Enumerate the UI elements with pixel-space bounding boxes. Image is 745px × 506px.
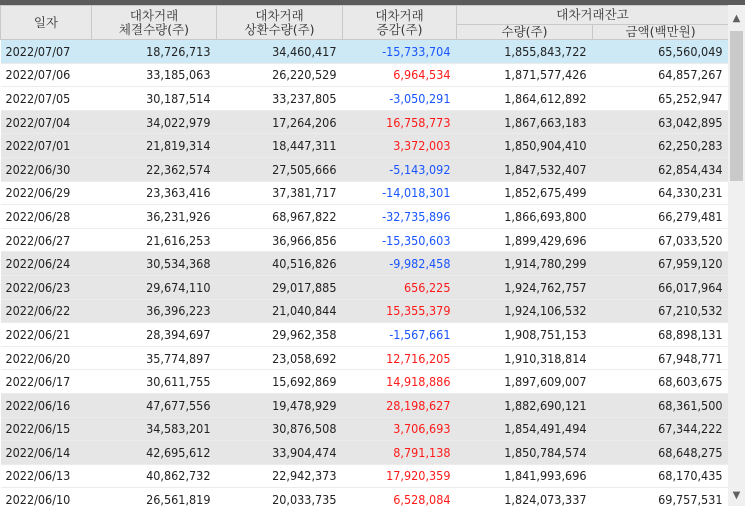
cell-change: -3,050,291 [343, 87, 457, 111]
cell-balance-amount: 67,033,520 [593, 228, 729, 252]
cell-balance-amount: 66,017,964 [593, 275, 729, 299]
cell-balance-qty: 1,847,532,407 [457, 157, 593, 181]
cell-exec-qty: 33,185,063 [92, 63, 217, 87]
table-body [1, 40, 729, 506]
cell-exec-qty: 30,611,755 [92, 370, 217, 394]
cell-exec-qty: 42,695,612 [92, 441, 217, 465]
table-row[interactable] [1, 252, 729, 276]
cell-repay-qty: 37,381,717 [217, 181, 343, 205]
table-row[interactable] [1, 417, 729, 441]
cell-repay-qty: 33,237,805 [217, 87, 343, 111]
scroll-up-icon[interactable]: ▲ [732, 13, 741, 24]
cell-balance-qty: 1,852,675,499 [457, 181, 593, 205]
cell-balance-amount: 65,252,947 [593, 87, 729, 111]
cell-exec-qty: 34,022,979 [92, 110, 217, 134]
cell-repay-qty: 23,058,692 [217, 346, 343, 370]
cell-date: 2022/07/05 [1, 87, 92, 111]
cell-date: 2022/06/24 [1, 252, 92, 276]
cell-date: 2022/06/16 [1, 393, 92, 417]
cell-balance-qty: 1,864,612,892 [457, 87, 593, 111]
vertical-scrollbar[interactable] [728, 5, 745, 506]
header-balance-group-label: 대차거래잔고 [556, 7, 629, 22]
table-row[interactable] [1, 110, 729, 134]
cell-exec-qty: 36,396,223 [92, 299, 217, 323]
cell-repay-qty: 36,966,856 [217, 228, 343, 252]
cell-repay-qty: 30,876,508 [217, 417, 343, 441]
cell-change: 14,918,886 [343, 370, 457, 394]
cell-exec-qty: 28,394,697 [92, 323, 217, 347]
cell-date: 2022/06/14 [1, 441, 92, 465]
cell-balance-qty: 1,841,993,696 [457, 464, 593, 488]
cell-balance-amount: 64,857,267 [593, 63, 729, 87]
cell-exec-qty: 30,187,514 [92, 87, 217, 111]
cell-exec-qty: 21,819,314 [92, 134, 217, 158]
cell-exec-qty: 22,362,574 [92, 157, 217, 181]
cell-exec-qty: 40,862,732 [92, 464, 217, 488]
header-exec-qty-line1: 대차거래 [129, 7, 179, 23]
cell-balance-qty: 1,854,491,494 [457, 417, 593, 441]
cell-balance-qty: 1,871,577,426 [457, 63, 593, 87]
header-balance-group [457, 6, 729, 25]
lending-table-container [0, 5, 728, 506]
cell-date: 2022/07/07 [1, 40, 92, 64]
cell-change: 17,920,359 [343, 464, 457, 488]
scroll-down-icon[interactable]: ▼ [732, 490, 741, 501]
table-row[interactable] [1, 228, 729, 252]
cell-balance-qty: 1,882,690,121 [457, 393, 593, 417]
cell-exec-qty: 26,561,819 [92, 488, 217, 506]
cell-balance-amount: 62,854,434 [593, 157, 729, 181]
cell-balance-amount: 68,898,131 [593, 323, 729, 347]
cell-repay-qty: 20,033,735 [217, 488, 343, 506]
cell-balance-qty: 1,908,751,153 [457, 323, 593, 347]
cell-balance-amount: 68,603,675 [593, 370, 729, 394]
cell-repay-qty: 40,516,826 [217, 252, 343, 276]
cell-balance-qty: 1,867,663,183 [457, 110, 593, 134]
header-exec-qty-line2: 체결수량(주) [118, 21, 190, 37]
cell-repay-qty: 29,017,885 [217, 275, 343, 299]
table-row[interactable] [1, 40, 729, 64]
cell-date: 2022/06/23 [1, 275, 92, 299]
header-exec-qty[interactable] [92, 6, 217, 40]
table-row[interactable] [1, 63, 729, 87]
cell-change: 16,758,773 [343, 110, 457, 134]
table-row[interactable] [1, 181, 729, 205]
cell-balance-qty: 1,924,762,757 [457, 275, 593, 299]
header-repay-qty-line1: 대차거래 [255, 7, 304, 23]
cell-exec-qty: 29,674,110 [92, 275, 217, 299]
cell-balance-amount: 67,344,222 [593, 417, 729, 441]
cell-repay-qty: 33,904,474 [217, 441, 343, 465]
cell-balance-amount: 62,250,283 [593, 134, 729, 158]
header-repay-qty-line2: 상환수량(주) [244, 21, 315, 37]
header-balance-qty[interactable] [457, 25, 593, 40]
cell-change: -9,982,458 [343, 252, 457, 276]
table-row[interactable] [1, 370, 729, 394]
lending-balance-table [0, 5, 728, 506]
cell-date: 2022/06/28 [1, 205, 92, 229]
cell-date: 2022/06/10 [1, 488, 92, 506]
cell-repay-qty: 26,220,529 [217, 63, 343, 87]
cell-exec-qty: 30,534,368 [92, 252, 217, 276]
header-change-line2: 증감(주) [376, 21, 423, 37]
table-row[interactable] [1, 464, 729, 488]
cell-change: -1,567,661 [343, 323, 457, 347]
cell-repay-qty: 18,447,311 [217, 134, 343, 158]
cell-date: 2022/06/27 [1, 228, 92, 252]
cell-balance-qty: 1,899,429,696 [457, 228, 593, 252]
table-row[interactable] [1, 441, 729, 465]
cell-date: 2022/06/15 [1, 417, 92, 441]
cell-exec-qty: 36,231,926 [92, 205, 217, 229]
cell-repay-qty: 29,962,358 [217, 323, 343, 347]
table-row[interactable] [1, 393, 729, 417]
cell-balance-qty: 1,824,073,337 [457, 488, 593, 506]
cell-date: 2022/06/20 [1, 346, 92, 370]
cell-exec-qty: 18,726,713 [92, 40, 217, 64]
cell-change: 6,528,084 [343, 488, 457, 506]
cell-date: 2022/07/04 [1, 110, 92, 134]
cell-repay-qty: 21,040,844 [217, 299, 343, 323]
cell-balance-qty: 1,855,843,722 [457, 40, 593, 64]
cell-repay-qty: 27,505,666 [217, 157, 343, 181]
cell-balance-qty: 1,914,780,299 [457, 252, 593, 276]
header-date-label: 일자 [33, 14, 59, 30]
table-row[interactable] [1, 488, 729, 506]
cell-change: -15,733,704 [343, 40, 457, 64]
header-balance-amount[interactable] [593, 25, 729, 40]
cell-date: 2022/07/01 [1, 134, 92, 158]
cell-balance-amount: 64,330,231 [593, 181, 729, 205]
table-row[interactable] [1, 205, 729, 229]
cell-repay-qty: 15,692,869 [217, 370, 343, 394]
cell-repay-qty: 19,478,929 [217, 393, 343, 417]
table-row[interactable] [1, 157, 729, 181]
cell-balance-qty: 1,850,784,574 [457, 441, 593, 465]
cell-exec-qty: 47,677,556 [92, 393, 217, 417]
cell-balance-amount: 67,948,771 [593, 346, 729, 370]
header-balance-amount-label: 금액(백만원) [625, 24, 696, 39]
cell-change: 8,791,138 [343, 441, 457, 465]
cell-change: 12,716,205 [343, 346, 457, 370]
header-change[interactable] [343, 6, 457, 40]
cell-repay-qty: 68,967,822 [217, 205, 343, 229]
cell-date: 2022/06/30 [1, 157, 92, 181]
cell-repay-qty: 22,942,373 [217, 464, 343, 488]
cell-change: 15,355,379 [343, 299, 457, 323]
cell-balance-amount: 67,210,532 [593, 299, 729, 323]
cell-date: 2022/06/29 [1, 181, 92, 205]
cell-date: 2022/06/13 [1, 464, 92, 488]
cell-change: 28,198,627 [343, 393, 457, 417]
table-row[interactable] [1, 87, 729, 111]
cell-change: 656,225 [343, 275, 457, 299]
cell-balance-qty: 1,924,106,532 [457, 299, 593, 323]
table-row[interactable] [1, 323, 729, 347]
cell-change: -15,350,603 [343, 228, 457, 252]
header-change-line1: 대차거래 [375, 7, 424, 23]
cell-date: 2022/07/06 [1, 63, 92, 87]
header-repay-qty[interactable] [217, 6, 343, 40]
cell-balance-amount: 67,959,120 [593, 252, 729, 276]
cell-balance-amount: 68,170,435 [593, 464, 729, 488]
cell-balance-amount: 68,361,500 [593, 393, 729, 417]
header-balance-qty-label: 수량(주) [501, 24, 548, 39]
cell-balance-qty: 1,910,318,814 [457, 346, 593, 370]
cell-date: 2022/06/22 [1, 299, 92, 323]
scrollbar-thumb[interactable] [730, 31, 743, 181]
table-row[interactable] [1, 299, 729, 323]
cell-change: 3,706,693 [343, 417, 457, 441]
cell-balance-amount: 66,279,481 [593, 205, 729, 229]
cell-exec-qty: 35,774,897 [92, 346, 217, 370]
cell-date: 2022/06/21 [1, 323, 92, 347]
cell-repay-qty: 34,460,417 [217, 40, 343, 64]
cell-balance-qty: 1,866,693,800 [457, 205, 593, 229]
cell-exec-qty: 23,363,416 [92, 181, 217, 205]
cell-balance-amount: 69,757,531 [593, 488, 729, 506]
table-row[interactable] [1, 346, 729, 370]
cell-change: 3,372,003 [343, 134, 457, 158]
cell-change: -14,018,301 [343, 181, 457, 205]
table-row[interactable] [1, 134, 729, 158]
table-header [1, 6, 729, 40]
cell-change: -32,735,896 [343, 205, 457, 229]
table-row[interactable] [1, 275, 729, 299]
cell-exec-qty: 34,583,201 [92, 417, 217, 441]
cell-exec-qty: 21,616,253 [92, 228, 217, 252]
cell-repay-qty: 17,264,206 [217, 110, 343, 134]
cell-change: -5,143,092 [343, 157, 457, 181]
cell-balance-qty: 1,850,904,410 [457, 134, 593, 158]
cell-balance-amount: 65,560,049 [593, 40, 729, 64]
header-date[interactable] [1, 6, 92, 40]
cell-balance-qty: 1,897,609,007 [457, 370, 593, 394]
cell-balance-amount: 68,648,275 [593, 441, 729, 465]
cell-balance-amount: 63,042,895 [593, 110, 729, 134]
cell-date: 2022/06/17 [1, 370, 92, 394]
cell-change: 6,964,534 [343, 63, 457, 87]
